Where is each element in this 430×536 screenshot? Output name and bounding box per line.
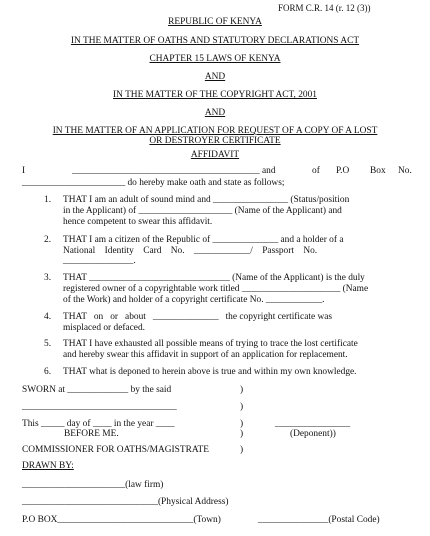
heading-application-1-text: IN THE MATTER OF AN APPLICATION FOR REQUEST OF A COPY OF A LOST [52,126,378,136]
bracket-4: ) [240,429,244,439]
para-1-line-2: in the Applicant) of ____________________ (Name of the Applicant) and [63,206,342,216]
heading-oaths-act-text: IN THE MATTER OF OATHS AND STATUTORY DECLARATIONS ACT [70,36,360,46]
intro-line-2: ______________________ do hereby make oath and state as follows; [22,178,285,188]
para-6-number: 6. [44,367,52,377]
para-3-line-2: registered owner of a copyrightable work titled _____________________ (Name [63,284,369,294]
bracket-2: ) [240,402,244,412]
heading-affidavit-text: AFFIDAVIT [190,150,240,160]
heading-and-2-text: AND [204,108,226,118]
intro-name-blank: ________________________________________ [72,166,260,176]
heading-application-2 [0,136,430,147]
heading-and-2 [0,108,430,119]
para-6-line-1: THAT what is deponed to herein above is true and within my own knowledge. [63,367,357,377]
para-3-line-1: THAT ______________________________ (Name of the Applicant) is the duly [63,273,365,283]
intro-no: No. [398,166,412,176]
para-2-line-3: _______________. [63,256,136,266]
heading-republic-text: REPUBLIC OF KENYA [168,17,262,27]
heading-republic [0,17,430,28]
this-day-line: This _____ day of ____ in the year ____ [22,419,175,429]
para-4-number: 4. [44,312,52,322]
deponent-label: (Deponent)) [290,429,336,439]
intro-i: I [22,166,26,176]
physical-address-line: _____________________________(Physical Address) [22,497,229,507]
bracket-3: ) [240,419,244,429]
intro-po: P.O [336,166,350,176]
para-5-line-2: and hereby swear this affidavit in support of an application for replacement. [63,350,348,360]
po-box-town-line: P.O BOX_____________________________(Town) [22,515,221,525]
para-1-line-3: hence competent to swear this affidavit. [63,217,213,227]
para-3-line-3: of the Work) and holder of a copyright certificate No. ____________. [63,295,325,305]
intro-and: and [262,166,276,176]
para-5-line-1: THAT I have exhausted all possible means of trying to trace the lost certificate [63,339,358,349]
bracket-1: ) [240,385,244,395]
postal-code-line: _______________(Postal Code) [258,515,380,525]
heading-oaths-act [0,36,430,47]
heading-application-2-text: OR DESTROYER CERTIFICATE [149,136,281,146]
intro-of: of [312,166,320,176]
intro-box: Box [370,166,386,176]
deponent-blank: ________________ [275,419,350,429]
para-2-line-1: THAT I am a citizen of the Republic of ______________ and a holder of a [63,235,344,245]
heading-and-1-text: AND [204,72,226,82]
heading-and-1 [0,72,430,83]
drawn-by-label [22,461,74,472]
bracket-5: ) [240,445,244,455]
signature-blank: _________________________________ [22,402,177,412]
drawn-by-label-text: DRAWN BY: [22,461,74,471]
para-4-line-2: misplaced or defaced. [63,323,145,333]
form-reference: FORM C.R. 14 (r. 12 (3)) [278,3,371,13]
heading-copyright-act [0,90,430,101]
heading-affidavit [0,150,430,161]
before-me: BEFORE ME. [64,429,119,439]
para-1-line-1: THAT I am an adult of sound mind and ________________ (Status/position [63,195,350,205]
heading-copyright-act-text: IN THE MATTER OF THE COPYRIGHT ACT, 2001 [113,90,317,100]
para-1-number: 1. [44,195,52,205]
heading-chapter-text: CHAPTER 15 LAWS OF KENYA [149,54,281,64]
sworn-at-line: SWORN at _____________ by the said [22,385,172,395]
para-4-line-1: THAT on or about ______________ the copyright certificate was [63,312,333,322]
law-firm-line: ______________________(law firm) [22,480,164,490]
para-2-line-2: National Identity Card No. ____________/ Passport No. [63,246,318,256]
para-3-number: 3. [44,273,52,283]
heading-chapter [0,54,430,65]
para-2-number: 2. [44,235,52,245]
para-5-number: 5. [44,339,52,349]
commissioner-line: COMMISSIONER FOR OATHS/MAGISTRATE [22,445,210,455]
